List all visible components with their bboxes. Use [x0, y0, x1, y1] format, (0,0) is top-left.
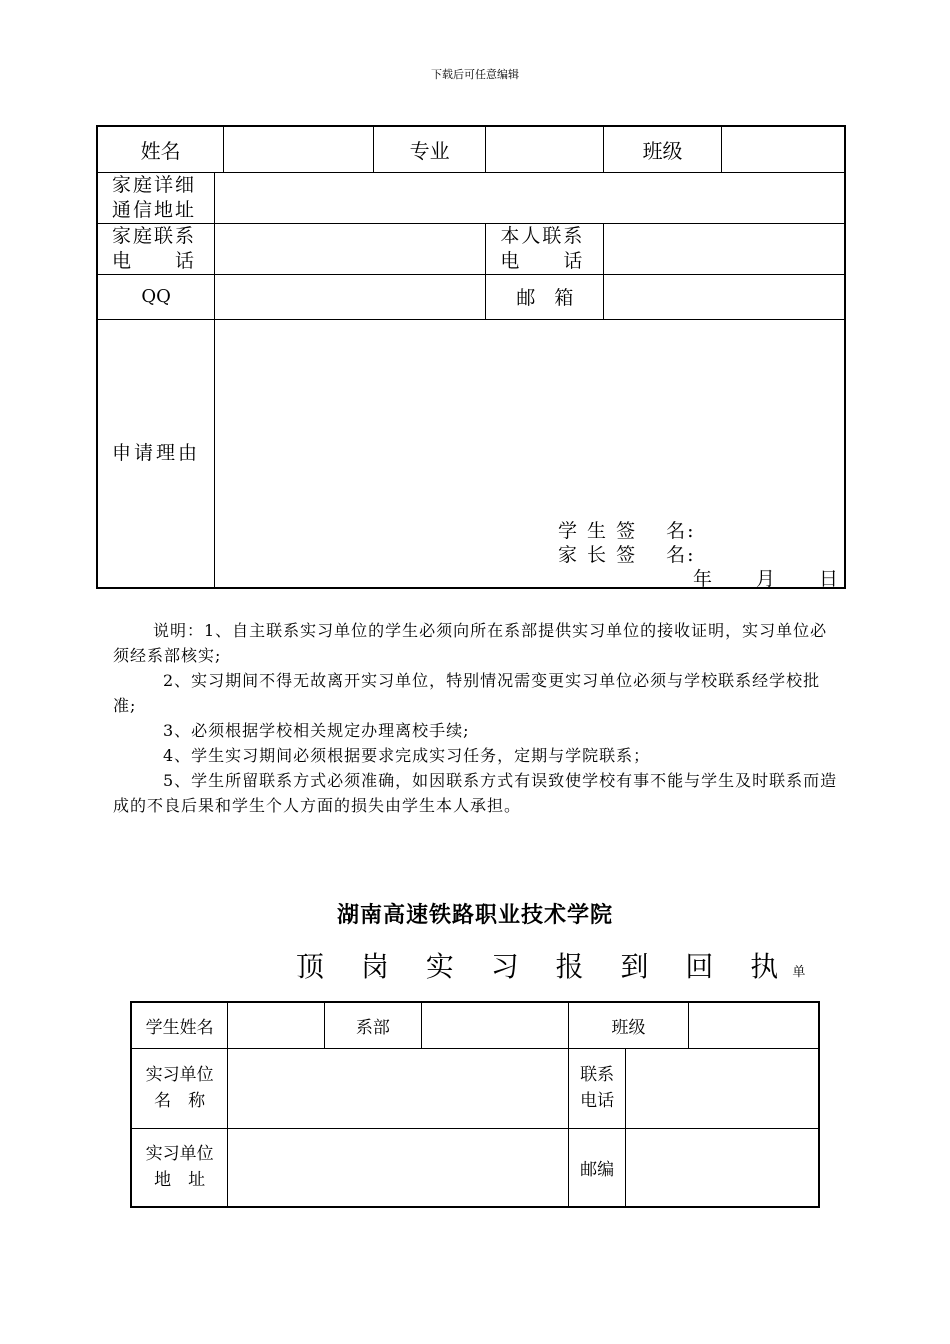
address-label: [97, 172, 215, 223]
email-label: 邮 箱: [486, 274, 604, 319]
reason-label: 申请理由: [97, 319, 215, 588]
self-phone-label-line1: 本人联系: [500, 224, 585, 247]
receipt-class-label: 班级: [569, 1002, 689, 1048]
dept-field[interactable]: [421, 1002, 569, 1048]
qq-field[interactable]: [215, 274, 486, 319]
unit-name-label-line2: 名 称: [154, 1091, 206, 1111]
receipt-title-text: 顶 岗 实 习 报 到 回 执: [296, 950, 793, 983]
postcode-label: 邮编: [569, 1128, 626, 1207]
class-label: 班级: [604, 126, 722, 172]
email-field[interactable]: [604, 274, 845, 319]
note-3: 3、必须根据学校相关规定办理离校手续;: [163, 721, 470, 740]
receipt-title: [296, 945, 805, 985]
address-label-line1: 家庭详细: [112, 173, 197, 196]
contact-phone-label-line1: 联系: [580, 1065, 615, 1085]
unit-name-label-line1: 实习单位: [145, 1065, 214, 1085]
home-phone-label-line2: 电 话: [112, 249, 197, 272]
unit-address-field[interactable]: [228, 1128, 569, 1207]
parent-signature-line: 家 长 签 名:: [558, 544, 696, 566]
note-1: 说明：1、自主联系实习单位的学生必须向所在系部提供实习单位的接收证明，实习单位必须经系部核实;: [113, 621, 828, 665]
qq-label: QQ: [97, 274, 215, 319]
address-field[interactable]: [215, 172, 845, 223]
note-4: 4、学生实习期间必须根据要求完成实习任务，定期与学院联系；: [163, 746, 651, 765]
address-label-line2: 通信地址: [112, 198, 197, 221]
postcode-field[interactable]: [626, 1128, 819, 1207]
major-label: 专业: [373, 126, 486, 172]
dept-label: 系部: [324, 1002, 421, 1048]
unit-address-label-line1: 实习单位: [145, 1144, 214, 1165]
school-name: 湖南高速铁路职业技术学院: [336, 903, 613, 928]
name-label: 姓名: [97, 126, 224, 172]
receipt-title-suffix: 单: [792, 965, 806, 980]
home-phone-label: [97, 223, 215, 274]
student-name-field[interactable]: [228, 1002, 325, 1048]
major-field[interactable]: [486, 126, 604, 172]
self-phone-label-line2: 电 话: [500, 249, 585, 272]
contact-phone-label: [569, 1048, 626, 1128]
unit-name-field[interactable]: [228, 1048, 569, 1128]
student-name-label: 学生姓名: [131, 1002, 228, 1048]
contact-phone-label-line2: 电话: [580, 1091, 615, 1111]
header-note: 下载后可任意编辑: [431, 68, 519, 81]
self-phone-label: [486, 223, 604, 274]
unit-address-label: [131, 1128, 228, 1207]
date-line: 年 月 日: [693, 568, 841, 590]
home-phone-field[interactable]: [215, 223, 486, 274]
contact-phone-field[interactable]: [626, 1048, 819, 1128]
notes-section: [113, 618, 843, 818]
note-2: 2、实习期间不得无故离开实习单位，特别情况需变更实习单位必须与学校联系经学校批准;: [113, 671, 821, 715]
self-phone-field[interactable]: [604, 223, 845, 274]
class-field[interactable]: [721, 126, 845, 172]
home-phone-label-line1: 家庭联系: [112, 224, 197, 247]
receipt-class-field[interactable]: [688, 1002, 819, 1048]
student-signature-line: 学 生 签 名:: [558, 520, 696, 542]
reason-field[interactable]: [215, 319, 845, 588]
application-form-table: [96, 125, 846, 589]
name-field[interactable]: [224, 126, 373, 172]
receipt-form-table: [130, 1001, 820, 1208]
unit-address-label-line2: 地 址: [154, 1170, 206, 1191]
note-5: 5、学生所留联系方式必须准确，如因联系方式有误致使学校有事不能与学生及时联系而造成的不良后果和学生个人方面的损失由学生本人承担。: [113, 771, 838, 815]
unit-name-label: [131, 1048, 228, 1128]
